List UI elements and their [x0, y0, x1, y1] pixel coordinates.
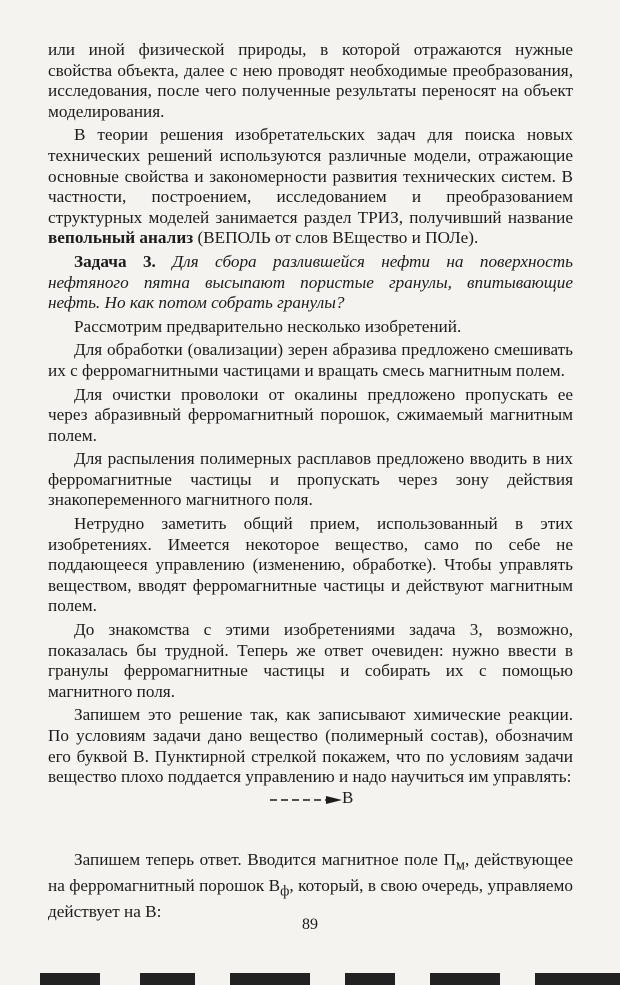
dashed-arrow-icon [268, 790, 348, 810]
task-text: Для сбора разлившейся нефти на поверхность нефтяного пятна высыпают пористые гранулы, впитывающие нефть. Но как потом собрать гранулы? [48, 251, 573, 313]
answer-text-part: Запишем теперь ответ. Вводится магнитное поле П [74, 850, 456, 869]
answer-text [48, 850, 573, 923]
substance-label: В [342, 788, 354, 807]
paragraph-triz [48, 125, 573, 249]
paragraph: До знакомства с этими изобретениями задача 3, возможно, показалась бы трудной. Теперь же ответ очевиден: нужно ввести в гранулы ферромагнитные частицы и собирать их с помощью магнитного поля. [48, 620, 573, 701]
page-number: 89 [302, 916, 318, 933]
paragraph-answer [48, 850, 573, 923]
subscript: м [455, 857, 465, 874]
paragraph: Запишем это решение так, как записывают химические реакции. По условиям задачи дано вещество (полимерный состав), обозначим его буквой В. Пунктирной стрелкой покажем, что по условиям задачи вещество плохо поддается управлению и надо научиться им управлять: [48, 705, 573, 787]
paragraph: Рассмотрим предварительно несколько изобретений. [74, 316, 462, 336]
paragraph-text: (ВЕПОЛЬ от слов ВЕщество и ПОЛе). [193, 228, 479, 248]
answer-text-part: , действующее на ферромагнитный порошок В [48, 850, 573, 896]
task-statement [48, 252, 573, 314]
subscript: ф [280, 883, 290, 900]
paragraph: Для очистки проволоки от окалины предложено пропускать ее через абразивный ферромагнитный порошок, сжимаемый магнитным полем. [48, 384, 573, 445]
vepol-diagram [268, 790, 358, 810]
scan-edge [0, 973, 620, 985]
paragraph: Нетрудно заметить общий прием, использованный в этих изобретениях. Имеется некоторое вещество, само по себе не поддающееся управлению (изменению, обработке). Чтобы управлять веществом, вводят ферромагнитные частицы и действуют магнитным полем. [48, 514, 573, 616]
paragraph: Для распыления полимерных расплавов предложено вводить в них ферромагнитные частицы и пропускать через зону действия знакопеременного магнитного поля. [48, 449, 573, 510]
term-bold: вепольный анализ [48, 228, 194, 248]
answer-text-part: , который, в свою очередь, управляемо действует на В: [48, 876, 573, 922]
task-label: Задача 3. [74, 251, 156, 271]
paragraph-text: В теории решения изобретательских задач для поиска новых технических решений используются различные модели, отражающие основные свойства и закономерности развития технических систем. В частности, построением, исследованием и преобразованием структурных моделей занимается раздел ТРИЗ, получивший название [48, 125, 573, 227]
body-text [48, 40, 573, 788]
paragraph: Для обработки (овализации) зерен абразива предложено смешивать их с ферромагнитными частицами и вращать смесь магнитным полем. [48, 340, 573, 380]
paragraph: или иной физической природы, в которой отражаются нужные свойства объекта, далее с нею проводят необходимые преобразования, исследования, после чего полученные результаты переносят на объект моделирования. [48, 40, 573, 121]
